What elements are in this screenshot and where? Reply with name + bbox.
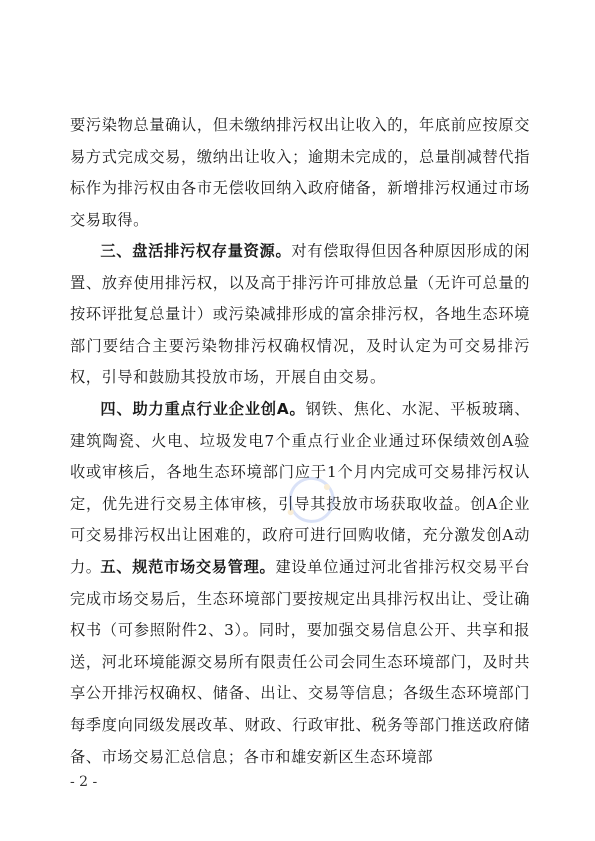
- section-four-text: 钢铁、焦化、水泥、平板玻璃、建筑陶瓷、火电、垃圾发电7个重点行业企业通过环保绩效创A验收或审核后，各地生态环境部门应于1个月内完成可交易排污权认定，优先进行交易主体审核，引导其投放市场获取收益。创A企业可交易排污权出让困难的，政府可进行回购收储，充分激发创A动力。: [70, 400, 530, 576]
- section-three-heading: 三、盘活排污权存量资源。: [100, 242, 292, 260]
- section-three: [70, 236, 530, 394]
- section-three-text: 对有偿取得但因各种原因形成的闲置、放弃使用排污权，以及高于排污许可排放总量（无许可总量的按环评批复总量计）或污染减排形成的富余排污权，各地生态环境部门要结合主要污染物排污权确权情况，及时认定为可交易排污权，引导和鼓励其投放市场，开展自由交易。: [70, 242, 531, 387]
- page-number: - 2 -: [70, 774, 98, 790]
- section-five: [70, 552, 530, 773]
- section-four-heading: 四、助力重点行业企业创A。: [100, 400, 306, 418]
- section-five-text: 建设单位通过河北省排污权交易平台完成市场交易后，生态环境部门要按规定出具排污权出让、受让确权书（可参照附件2、3）。同时，要加强交易信息公开、共享和报送，河北环境能源交易所有限责任公司会同生态环境部门，及时共享公开排污权确权、储备、出让、交易等信息；各级生态环境部门每季度向同级发展改革、财政、行政审批、税务等部门推送政府储备、市场交易汇总信息；各市和雄安新区生态环境部: [70, 558, 530, 766]
- section-five-heading: 五、规范市场交易管理。: [100, 558, 276, 576]
- paragraph-text: 要污染物总量确认，但未缴纳排污权出让收入的，年底前应按原交易方式完成交易，缴纳出让收入；逾期未完成的，总量削减替代指标作为排污权由各市无偿收回纳入政府储备，新增排污权通过市场交易取得。: [70, 116, 530, 229]
- paragraph-continuation: [70, 110, 530, 236]
